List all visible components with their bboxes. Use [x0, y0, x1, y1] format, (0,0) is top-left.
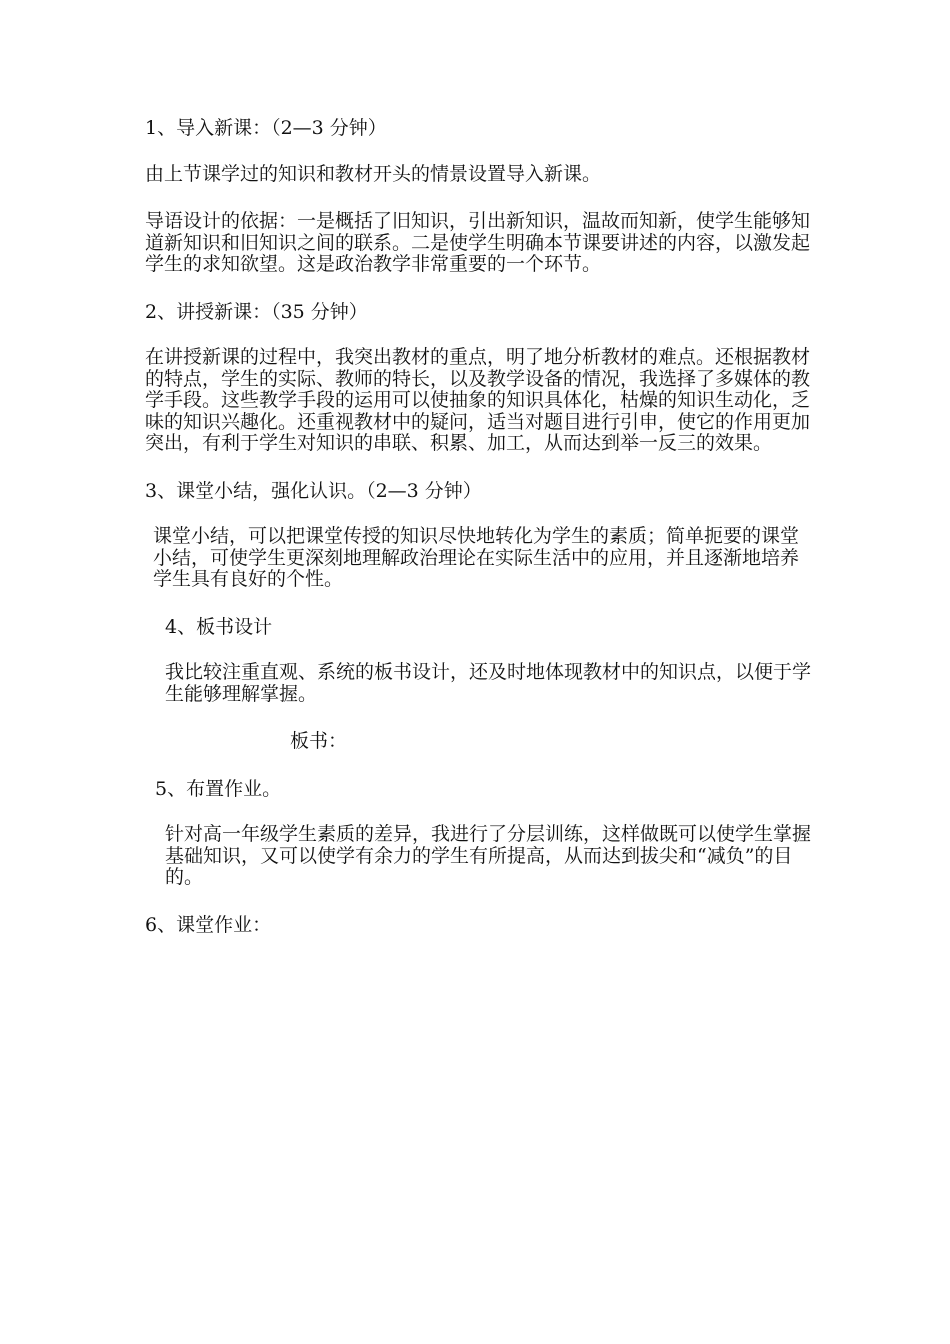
- section-4-heading: 4、板书设计: [165, 615, 273, 638]
- board-label: 板书：: [290, 730, 348, 752]
- section-5-paragraph-1: 针对高一年级学生素质的差异，我进行了分层训练，这样做既可以使学生掌握基础知识，又可以使学有余力的学生有所提高，从而达到拔尖和“减负”的目的。: [165, 823, 812, 888]
- section-1-paragraph-1: 由上节课学过的知识和教材开头的情景设置导入新课。: [145, 162, 602, 185]
- section-1-heading: 1、导入新课：（2—3 分钟）: [145, 117, 387, 139]
- section-3-paragraph-1: 课堂小结，可以把课堂传授的知识尽快地转化为学生的素质；简单扼要的课堂小结，可使学生更深刻地理解政治理论在实际生活中的应用，并且逐渐地培养学生具有良好的个性。: [153, 525, 800, 590]
- section-1-paragraph-2: 导语设计的依据：一是概括了旧知识，引出新知识，温故而知新，使学生能够知道新知识和旧知识之间的联系。二是使学生明确本节课要讲述的内容，以激发起学生的求知欲望。这是政治教学非常重要的一个环节。: [145, 210, 811, 275]
- section-2-heading: 2、讲授新课：（35 分钟）: [145, 300, 368, 323]
- section-3-heading: 3、课堂小结，强化认识。（2—3 分钟）: [145, 479, 482, 502]
- section-4-paragraph-1: 我比较注重直观、系统的板书设计，还及时地体现教材中的知识点，以便于学生能够理解掌握。: [165, 661, 812, 705]
- section-5-heading: 5、布置作业。: [155, 777, 282, 800]
- section-6-heading: 6、课堂作业：: [145, 913, 272, 936]
- document-body: [145, 118, 815, 960]
- section-2-paragraph-1: 在讲授新课的过程中，我突出教材的重点，明了地分析教材的难点。还根据教材的特点，学生的实际、教师的特长，以及教学设备的情况，我选择了多媒体的教学手段。这些教学手段的运用可以使抽象的知识具体化，枯燥的知识生动化，乏味的知识兴趣化。还重视教材中的疑问，适当对题目进行引申，使它的作用更加突出，有利于学生对知识的串联、积累、加工，从而达到举一反三的效果。: [145, 346, 811, 454]
